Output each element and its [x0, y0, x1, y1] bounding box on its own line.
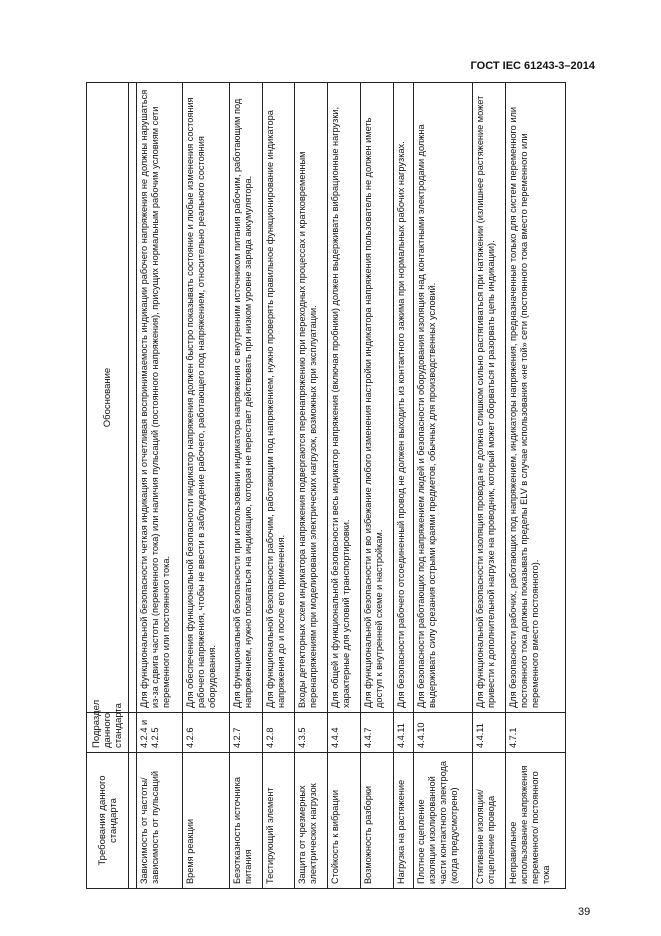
requirement-cell: Нагрузка на растяжение	[394, 753, 414, 889]
table-row	[137, 83, 183, 889]
table-row	[394, 83, 414, 889]
subsection-cell: 4.2.6	[183, 713, 229, 753]
table-row	[413, 83, 473, 889]
requirement-cell: Время реакции	[183, 753, 229, 889]
justification-cell: Для функциональной безопасности при использовании индикатора напряжения с внутренним источником питания рабочим, работающим под напряжением, нужно полагаться на индикацию, которая не перестает действовать при низком уровне заряда аккумулятора.	[229, 83, 262, 713]
table-row	[229, 83, 262, 889]
justification-table	[86, 82, 566, 889]
requirement-cell: Стойкость к вибрации	[328, 753, 361, 889]
justification-cell: Входы детекторных схем индикатора напряжения подвергаются перенапряжению при переходных процессах и кратковременным перенапряжениям при моделировании электрических нагрузок, возможных при эксплуатации.	[295, 83, 328, 713]
table-row	[295, 83, 328, 889]
subsection-cell: 4.4.7	[361, 713, 394, 753]
requirement-cell: Плотное сцепление изоляции изолированной части контактного электрода (когда предусмотрено)	[413, 753, 473, 889]
subsection-cell: 4.2.7	[229, 713, 262, 753]
requirement-cell: Стягивание изоляции/отцепление провода	[473, 753, 506, 889]
subsection-cell: 4.4.10	[413, 713, 473, 753]
justification-cell: Для обеспечения функциональной безопасности индикатор напряжения должен быстро показывать состояние и любые изменения состояния рабочего напряжения, чтобы не ввести в заблуждение рабочего, работающего под напряжением, относительно реального состояния оборудования.	[183, 83, 229, 713]
subsection-cell: 4.4.11	[394, 713, 414, 753]
table-row	[328, 83, 361, 889]
subsection-cell: 4.2.4 и 4.2.5	[137, 713, 183, 753]
subsection-cell: 4.4.11	[473, 713, 506, 753]
requirement-cell: Неправильное использование напряжения переменного/ постоянного тока	[506, 753, 566, 889]
table-spacer-row	[129, 83, 137, 889]
justification-cell: Для функциональной безопасности рабочим, работающим под напряжением, нужно проверять правильное функционирование индикатора напряжения до и после его применения.	[262, 83, 295, 713]
justification-cell: Для функциональной безопасности изоляция провода не должна слишком сильно растягиваться при натяжении (излишнее растяжение может привести к дополнительной нагрузке на проводник, который может оборваться и разорвать цепь индикации).	[473, 83, 506, 713]
justification-cell: Для безопасности рабочих, работающих под напряжением, индикаторы напряжения, предназначенные только для систем переменного или постоянного тока должны показывать пределы ELV в случае использования «не той» сети (постоянного тока вместо переменного или переменного вместо постоянного).	[506, 83, 566, 713]
requirement-cell: Защита от чрезмерных электрических нагрузок	[295, 753, 328, 889]
requirement-cell: Зависимость от частоты/ зависимость от пульсаций	[137, 753, 183, 889]
table-row	[183, 83, 229, 889]
table-header-row	[87, 83, 129, 889]
column-header-justification: Обоснование	[87, 83, 129, 713]
document-header: ГОСТ IEC 61243-3–2014	[470, 60, 595, 72]
justification-cell: Для общей и функциональной безопасности весь индикатор напряжения (включая пробники) должен выдерживать вибрационные нагрузки, характерные для условий транспортировки.	[328, 83, 361, 713]
page-number: 39	[578, 906, 591, 918]
rotated-table-container	[86, 83, 566, 889]
table-row	[506, 83, 566, 889]
subsection-cell: 4.2.8	[262, 713, 295, 753]
column-header-subsection: Подраздел данного стандарта	[87, 713, 129, 753]
table-row	[361, 83, 394, 889]
subsection-cell: 4.3.5	[295, 713, 328, 753]
table-row	[473, 83, 506, 889]
table-row	[262, 83, 295, 889]
justification-cell: Для функциональной безопасности четкая индикация и отчетливая воспринимаемость индикации рабочего напряжения не должны нарушаться из-за сдвига частоты (переменного тока) или наличия пульсаций (постоянного напряжения), присущих нормальным рабочим условиям сети переменного или постоянного тока.	[137, 83, 183, 713]
justification-cell: Для функциональной безопасности и во избежание любого изменения настройки индикатора напряжения пользователь не должен иметь доступ к внутренней схеме и настройкам.	[361, 83, 394, 713]
justification-cell: Для безопасности рабочего отсоединенный провод не должен выходить из контактного зажима при нормальных рабочих нагрузках.	[394, 83, 414, 713]
column-header-requirement: Требования данного стандарта	[87, 753, 129, 889]
subsection-cell: 4.4.4	[328, 713, 361, 753]
requirement-cell: Тестирующий элемент	[262, 753, 295, 889]
subsection-cell: 4.7.1	[506, 713, 566, 753]
requirement-cell: Безотказность источника питания	[229, 753, 262, 889]
requirement-cell: Возможность разборки	[361, 753, 394, 889]
justification-cell: Для безопасности работающих под напряжением людей и безопасности оборудования изоляция над контактными электродами должна выдерживать силу срезания острыми краями предметов, обычных для производственных условий.	[413, 83, 473, 713]
